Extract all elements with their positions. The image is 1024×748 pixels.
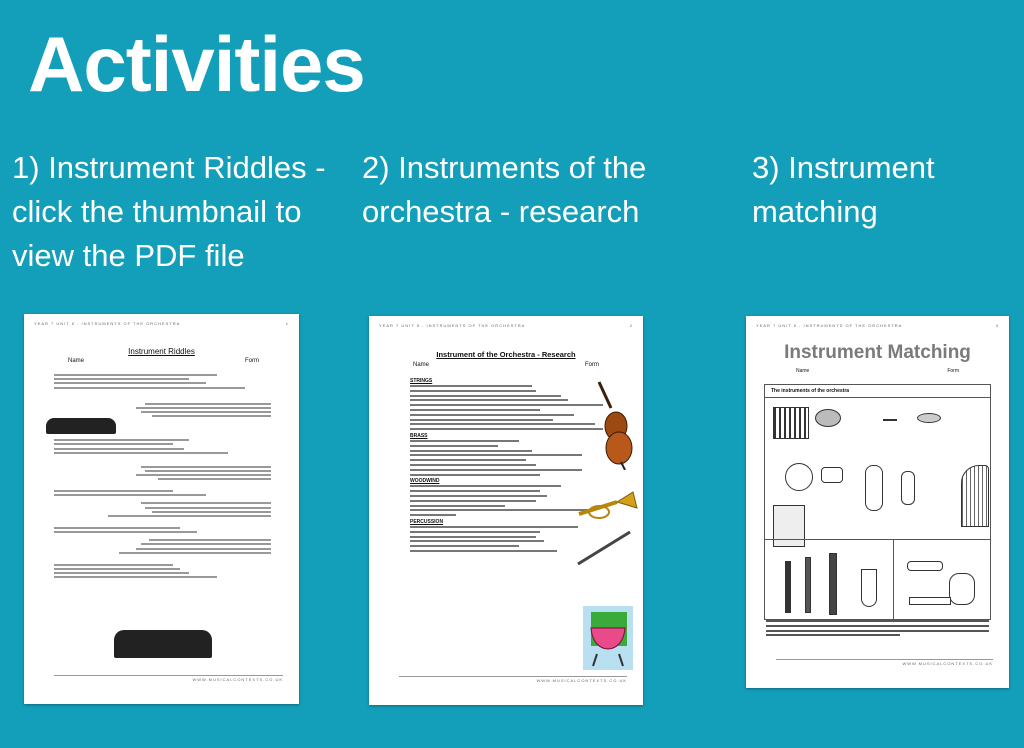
orchestra-silhouette-top bbox=[46, 418, 116, 434]
section-strings: STRINGS bbox=[410, 378, 433, 384]
xylophone-icon bbox=[773, 407, 809, 439]
thumb-footer: WWW.MUSICALCONTEXTS.CO.UK bbox=[54, 675, 283, 682]
thumb-title: Instrument of the Orchestra - Research bbox=[436, 350, 576, 359]
thumb-title: Instrument Riddles bbox=[128, 347, 195, 356]
trombone-icon bbox=[909, 597, 951, 605]
thumb-header: YEAR 7 UNIT 5 - INSTRUMENTS OF THE ORCHESTRA 1 bbox=[34, 321, 289, 326]
name-label: Name bbox=[413, 362, 430, 368]
flute-icon bbox=[805, 557, 811, 613]
page-title: Activities bbox=[28, 20, 365, 108]
orchestra-silhouette-bottom bbox=[114, 630, 212, 658]
timpani-icon bbox=[815, 409, 841, 427]
clarinet-icon bbox=[785, 561, 791, 613]
form-label: Form bbox=[245, 358, 259, 364]
riddle-text bbox=[54, 374, 271, 584]
cello-icon bbox=[591, 378, 633, 470]
name-label: Name bbox=[796, 368, 810, 374]
section-percussion: PERCUSSION bbox=[410, 518, 444, 525]
flute-icon bbox=[574, 528, 634, 568]
box-caption: The instruments of the orchestra bbox=[771, 388, 850, 394]
name-label: Name bbox=[68, 358, 85, 364]
name-form-row bbox=[413, 362, 599, 368]
harp-icon bbox=[961, 465, 989, 527]
instrument-picture-grid bbox=[764, 384, 991, 620]
thumb-title: Instrument Matching bbox=[784, 342, 971, 363]
snare-drum-icon bbox=[821, 467, 843, 483]
bassoon-icon bbox=[829, 553, 837, 615]
section-brass: BRASS bbox=[410, 432, 428, 439]
cello-icon bbox=[865, 465, 883, 511]
activity-3-label: 3) Instrument matching bbox=[752, 150, 935, 229]
form-label: Form bbox=[947, 368, 959, 374]
thumb-footer: WWW.MUSICALCONTEXTS.CO.UK bbox=[776, 659, 993, 666]
form-label: Form bbox=[585, 362, 599, 368]
triangle-icon bbox=[883, 407, 897, 421]
trumpet-icon bbox=[577, 488, 639, 524]
thumb-header: YEAR 7 UNIT 5 - INSTRUMENTS OF THE ORCHESTRA 2 bbox=[379, 323, 633, 328]
name-form-row bbox=[796, 368, 959, 374]
violin-icon bbox=[901, 471, 915, 505]
instrument-name-list bbox=[766, 620, 989, 639]
thumb-header: YEAR 7 UNIT 5 - INSTRUMENTS OF THE ORCHESTRA 3 bbox=[756, 323, 999, 328]
thumb-footer: WWW.MUSICALCONTEXTS.CO.UK bbox=[399, 676, 627, 683]
drum-kit-icon bbox=[785, 463, 813, 491]
saxophone-icon bbox=[861, 569, 877, 607]
activity-1-label: 1) Instrument Riddles - click the thumbnail to view the PDF file bbox=[12, 150, 326, 273]
drum-icon bbox=[583, 606, 633, 670]
riddles-pdf-thumbnail[interactable] bbox=[24, 314, 299, 704]
trumpet-icon bbox=[907, 561, 943, 571]
activity-2-label: 2) Instruments of the orchestra - research bbox=[362, 150, 647, 229]
name-form-row bbox=[68, 358, 259, 364]
research-pdf-thumbnail[interactable] bbox=[369, 316, 643, 705]
piano-icon bbox=[773, 505, 805, 547]
matching-pdf-thumbnail[interactable] bbox=[746, 316, 1009, 688]
tuba-icon bbox=[949, 573, 975, 605]
cymbal-icon bbox=[917, 413, 941, 423]
section-woodwind: WOODWIND bbox=[410, 478, 440, 485]
